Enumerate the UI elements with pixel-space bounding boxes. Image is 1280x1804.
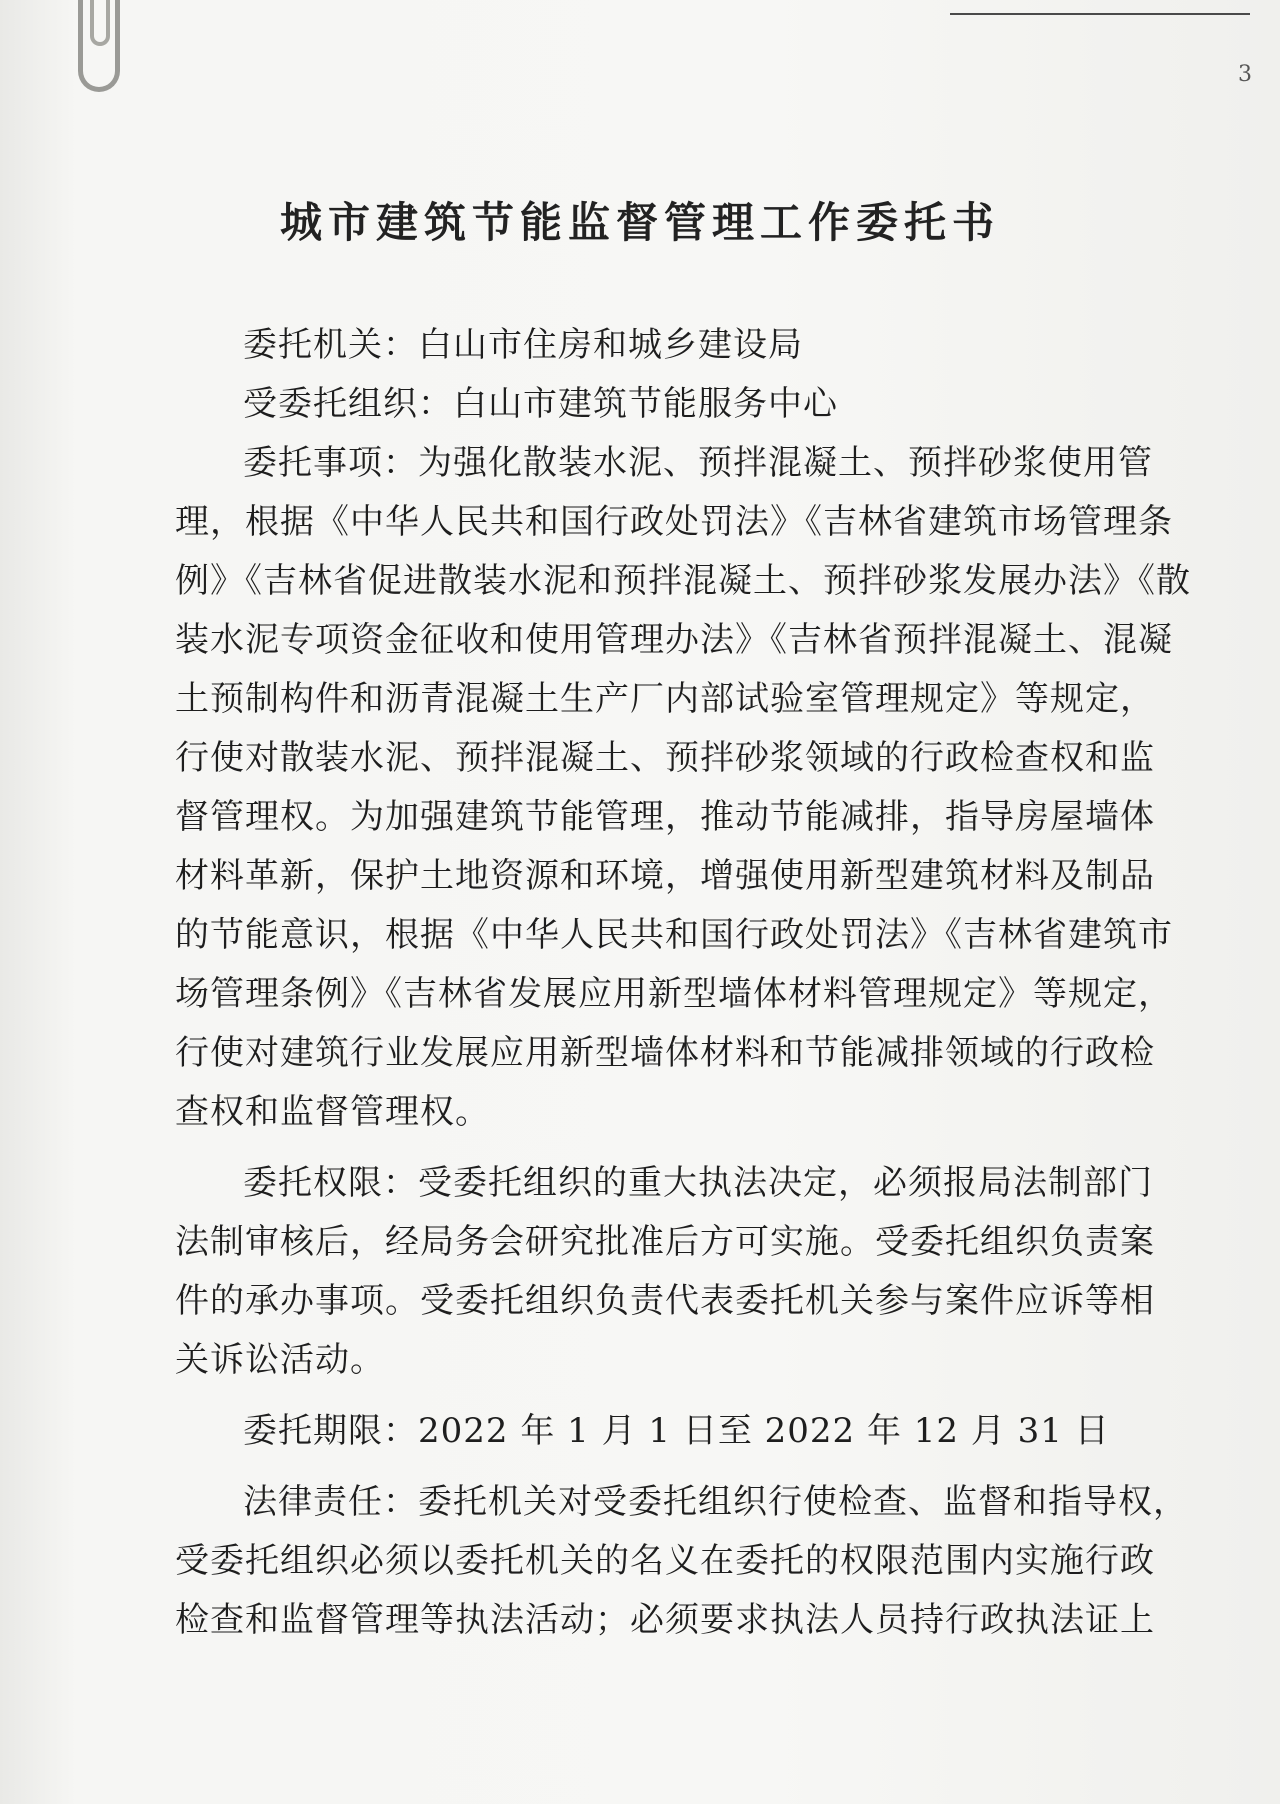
text-line: 督管理权。为加强建筑节能管理，推动节能减排，指导房屋墙体 [175,797,1155,837]
entrusted-organization [175,375,1165,434]
authority-paragraph [175,1154,1165,1390]
text-line: 理，根据《中华人民共和国行政处罚法》《吉林省建筑市场管理条 [175,502,1173,542]
text-line: 装水泥专项资金征收和使用管理办法》《吉林省预拌混凝土、混凝 [175,620,1173,660]
period-text: 委托期限：2022 年 1 月 1 日至 2022 年 12 月 31 日 [243,1411,1110,1451]
page-number: 3 [1238,62,1252,87]
text-line: 的节能意识，根据《中华人民共和国行政处罚法》《吉林省建筑市 [175,915,1173,955]
text-line: 受委托组织必须以委托机关的名义在委托的权限范围内实施行政 [175,1541,1155,1581]
text-line: 土预制构件和沥青混凝土生产厂内部试验室管理规定》等规定， [175,679,1155,719]
period-paragraph [175,1402,1165,1461]
text-line: 法律责任：委托机关对受委托组织行使检查、监督和指导权， [243,1482,1188,1522]
text-line: 委托权限：受委托组织的重大执法决定，必须报局法制部门 [243,1163,1153,1203]
paragraph-spacer [175,1142,1165,1154]
text-line: 法制审核后，经局务会研究批准后方可实施。受委托组织负责案 [175,1222,1155,1262]
text-line: 材料革新，保护土地资源和环境，增强使用新型建筑材料及制品 [175,856,1155,896]
document-title: 城市建筑节能监督管理工作委托书 [279,198,1000,247]
liability-paragraph [175,1473,1188,1650]
text-line: 检查和监督管理等执法活动；必须要求执法人员持行政执法证上 [175,1600,1155,1640]
paragraph-spacer [175,1461,1165,1473]
text-line: 行使对建筑行业发展应用新型墙体材料和节能减排领域的行政检 [175,1033,1155,1073]
text-line: 例》《吉林省促进散装水泥和预拌混凝土、预拌砂浆发展办法》《散 [175,561,1191,601]
text-line: 查权和监督管理权。 [175,1092,490,1132]
paragraph-spacer [175,1390,1165,1402]
text-line: 行使对散装水泥、预拌混凝土、预拌砂浆领域的行政检查权和监 [175,738,1155,778]
text-line: 场管理条例》《吉林省发展应用新型墙体材料管理规定》等规定， [175,974,1173,1014]
text-line: 件的承办事项。受委托组织负责代表委托机关参与案件应诉等相 [175,1281,1155,1321]
document-body [175,316,1191,1650]
entrusting-party [175,316,1165,375]
header-rule [950,13,1250,15]
text-line: 关诉讼活动。 [175,1340,385,1380]
entrusted-matters-paragraph [175,434,1191,1142]
entrusted-organization-text: 受委托组织：白山市建筑节能服务中心 [243,384,838,424]
text-line: 委托事项：为强化散装水泥、预拌混凝土、预拌砂浆使用管 [243,443,1153,483]
paper-clip-inner-loop [90,0,110,46]
entrusting-party-text: 委托机关：白山市住房和城乡建设局 [243,325,803,365]
